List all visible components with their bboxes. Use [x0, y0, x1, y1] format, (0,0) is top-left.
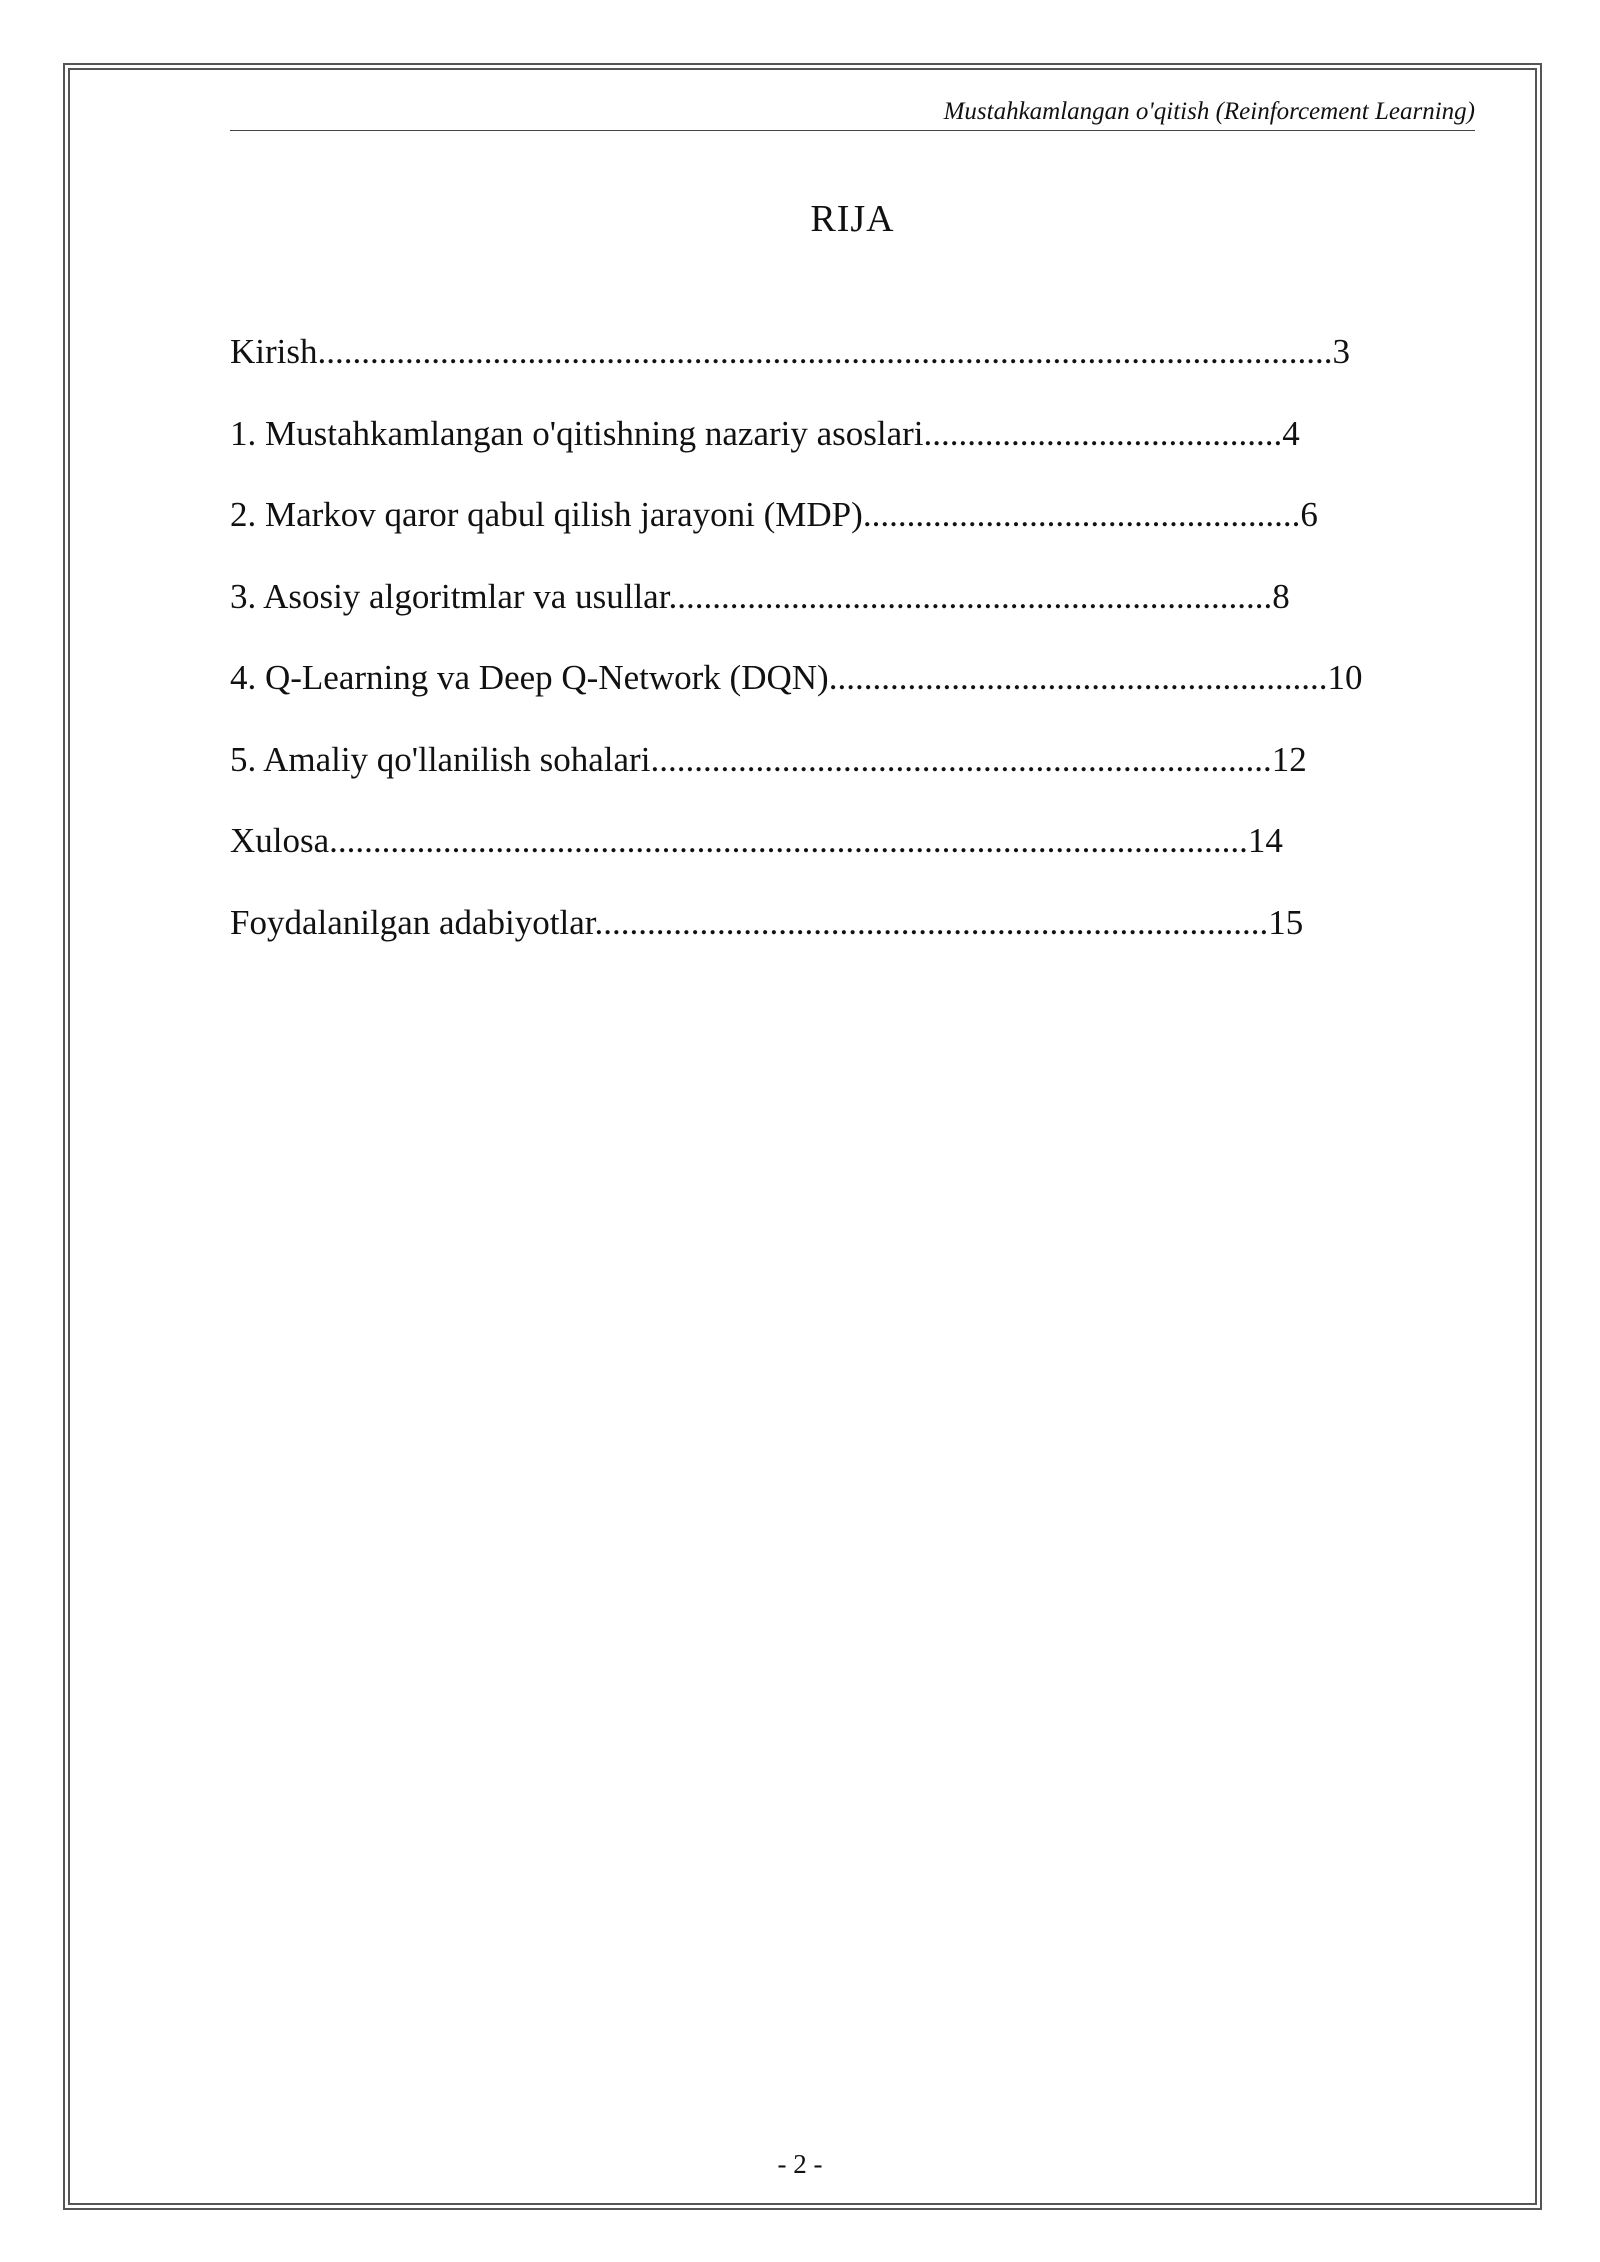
- toc-entry-leader: .....................................................................: [668, 576, 1273, 616]
- toc-entry-page: 12: [1271, 739, 1307, 779]
- toc-entry[interactable]: [230, 897, 1530, 979]
- toc-entry[interactable]: [230, 571, 1530, 653]
- toc-entry-leader: .............................................................................: [594, 902, 1269, 942]
- toc-entry-label: 4. Q-Learning va Deep Q-Network (DQN): [230, 658, 829, 697]
- running-header: Mustahkamlangan o'qitish (Reinforcement Learning): [230, 94, 1475, 131]
- toc-entry-label: 3. Asosiy algoritmlar va usullar: [230, 576, 669, 616]
- toc-entry-leader: .........................................................: [828, 658, 1328, 697]
- toc-entry[interactable]: [230, 489, 1530, 571]
- toc-entry-page: 8: [1272, 576, 1290, 616]
- toc-entry-leader: .........................................: [923, 413, 1283, 453]
- toc-entry-page: 14: [1247, 821, 1283, 860]
- toc-entry[interactable]: [230, 734, 1530, 816]
- toc-entry[interactable]: [230, 652, 1530, 734]
- toc-entry-page: 15: [1268, 902, 1304, 942]
- toc-entry[interactable]: [230, 408, 1530, 490]
- toc-entry-leader: .........................................................................................................: [329, 821, 1248, 860]
- toc-entry[interactable]: [230, 815, 1530, 897]
- toc-entry-label: 1. Mustahkamlangan o'qitishning nazariy asoslari: [230, 413, 924, 453]
- toc-entry-page: 6: [1300, 495, 1318, 534]
- toc-entry-label: Xulosa: [230, 821, 330, 860]
- toc-entry-label: 2. Markov qaror qabul qilish jarayoni (MDP): [230, 495, 863, 534]
- toc-entry-page: 4: [1282, 413, 1300, 453]
- toc-entry-leader: ..................................................: [862, 495, 1301, 534]
- toc-entry-leader: .......................................................................: [650, 739, 1272, 779]
- toc-entry-page: 3: [1332, 332, 1350, 371]
- toc-entry-label: 5. Amaliy qo'llanilish sohalari: [230, 739, 651, 779]
- table-of-contents: [230, 326, 1530, 978]
- page-title: RIJA: [810, 198, 895, 240]
- toc-entry-label: Kirish: [230, 332, 318, 371]
- toc-entry-label: Foydalanilgan adabiyotlar: [230, 902, 595, 942]
- toc-entry-page: 10: [1327, 658, 1363, 697]
- toc-entry[interactable]: [230, 326, 1530, 408]
- page-number: - 2 -: [777, 2149, 823, 2179]
- toc-entry-leader: ....................................................................................................................: [317, 332, 1333, 371]
